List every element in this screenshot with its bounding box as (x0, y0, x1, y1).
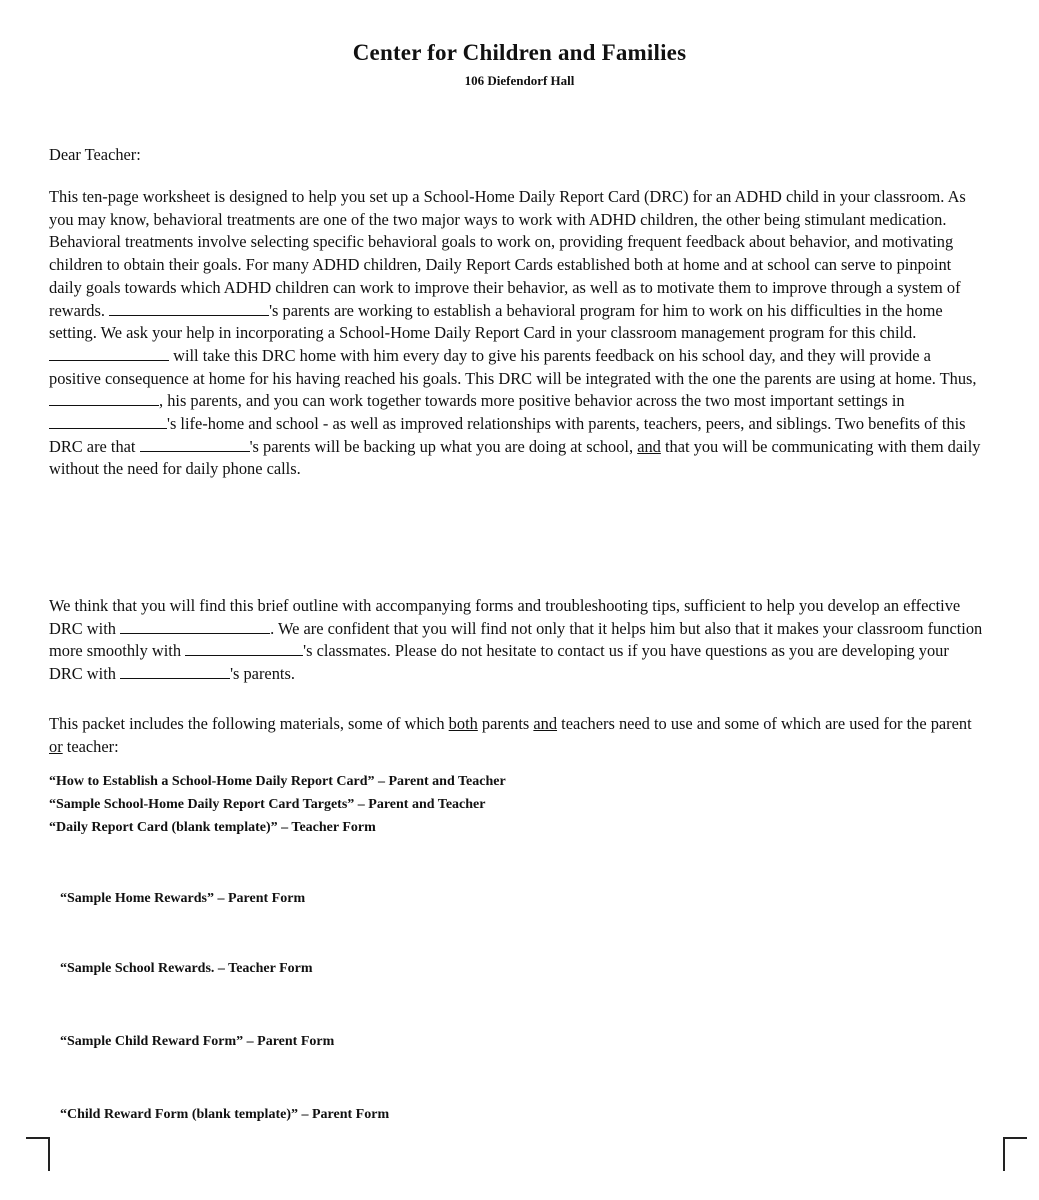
list-item-role: – Parent Form (217, 891, 306, 906)
paragraph-text: 's parents will be backing up what you are doing at school, (249, 436, 634, 456)
list-item (60, 961, 313, 977)
name-blank (185, 641, 303, 656)
name-blank (120, 619, 270, 634)
list-item (49, 770, 506, 793)
paragraph-packet (49, 713, 984, 758)
name-blank (109, 301, 269, 316)
list-item (49, 816, 506, 839)
list-item-title: “Sample School Rewards. (60, 961, 215, 976)
list-item-role: – Parent Form (246, 1034, 335, 1049)
paragraph-text: This packet includes the following materials, some of which (49, 714, 445, 733)
paragraph-text: teacher: (66, 736, 119, 756)
paragraph-text: 's parents are working to establish a behavioral program for him to work on his difficulties in the home setting. We ask your help in incorporating a School-Home Daily Report Card in your classroom management program for this child. (49, 300, 943, 343)
name-blank (140, 437, 250, 452)
paragraph-text: We think that you will find this brief outline with accompanying forms and troubleshooting tips, sufficient to help you develop an effective DRC with (49, 596, 961, 638)
list-item (49, 793, 506, 816)
list-item (60, 1107, 389, 1123)
list-item-title: “How to Establish a School-Home Daily Report Card” (49, 774, 375, 789)
list-item-title: “Daily Report Card (blank template)” (49, 820, 278, 835)
name-blank (49, 391, 159, 406)
underlined-word: and (533, 714, 558, 733)
list-item-title: “Child Reward Form (blank template)” (60, 1107, 298, 1122)
paragraph-intro (49, 186, 984, 481)
paragraph-text: . We are confident that you will find not only that it helps him but also that it makes your classroom function more smoothly with (49, 618, 983, 661)
underlined-word: or (49, 736, 63, 756)
paragraph-text: parents (481, 714, 530, 733)
list-item-role: – Teacher Form (217, 961, 313, 976)
list-item-title: “Sample School-Home Daily Report Card Targets” (49, 797, 355, 812)
paragraph-text: will take this DRC home with him every day to give his parents feedback on his school day, and they will provide a positive consequence at home for his having reached his goals. This DRC will be integrated with the one the parents are using at home. Thus, (49, 345, 977, 388)
materials-list (49, 770, 506, 839)
list-item (60, 891, 305, 907)
list-item-role: – Teacher Form (281, 820, 376, 835)
paragraph-text: 's parents. (230, 664, 295, 684)
underlined-word: both (448, 714, 478, 733)
page-corner-mark-right (1003, 1137, 1027, 1171)
page-title: Center for Children and Families (352, 40, 687, 65)
list-item-title: “Sample Child Reward Form” (60, 1034, 244, 1049)
paragraph-outline (49, 595, 984, 686)
underlined-word: and (637, 436, 661, 456)
paragraph-text: teachers need to use and some of which are used for the parent (561, 714, 972, 733)
list-item-role: – Parent and Teacher (357, 797, 486, 812)
paragraph-text: that you will be communicating with them daily without the need for daily phone calls. (49, 436, 981, 479)
list-item-title: “Sample Home Rewards” (60, 891, 214, 906)
paragraph-text: 's classmates. Please do not hesitate to contact us if you have questions as you are developing your DRC with (49, 641, 949, 684)
name-blank (120, 664, 230, 679)
list-item (60, 1034, 334, 1050)
salutation: Dear Teacher: (49, 145, 141, 164)
name-blank (49, 414, 167, 429)
name-blank (49, 346, 169, 361)
list-item-role: – Parent and Teacher (378, 774, 506, 789)
list-item-role: – Parent Form (301, 1107, 390, 1122)
page-subtitle: 106 Diefendorf Hall (464, 73, 575, 88)
paragraph-text: , his parents, and you can work together towards more positive behavior across the two most important settings in (159, 391, 905, 411)
paragraph-text: 's life-home and school - as well as improved relationships with parents, teachers, peers, and siblings. Two benefits of this DRC are that (49, 414, 966, 456)
paragraph-text: This ten-page worksheet is designed to help you set up a School-Home Daily Report Card (DRC) for an ADHD child in your classroom. As you may know, behavioral treatments are one of the two major ways to work with ADHD children, the other being stimulant medication. Behavioral treatments involve selecting specific behavioral goals to work on, providing frequent feedback about behavior, and motivating children to obtain their goals. For many ADHD children, Daily Report Cards established both at home and at school can serve to pinpoint daily goals towards which ADHD children can work to improve their behavior, as well as to motivate them to improve through a system of rewards. (49, 187, 966, 320)
page-corner-mark-left (26, 1137, 50, 1171)
